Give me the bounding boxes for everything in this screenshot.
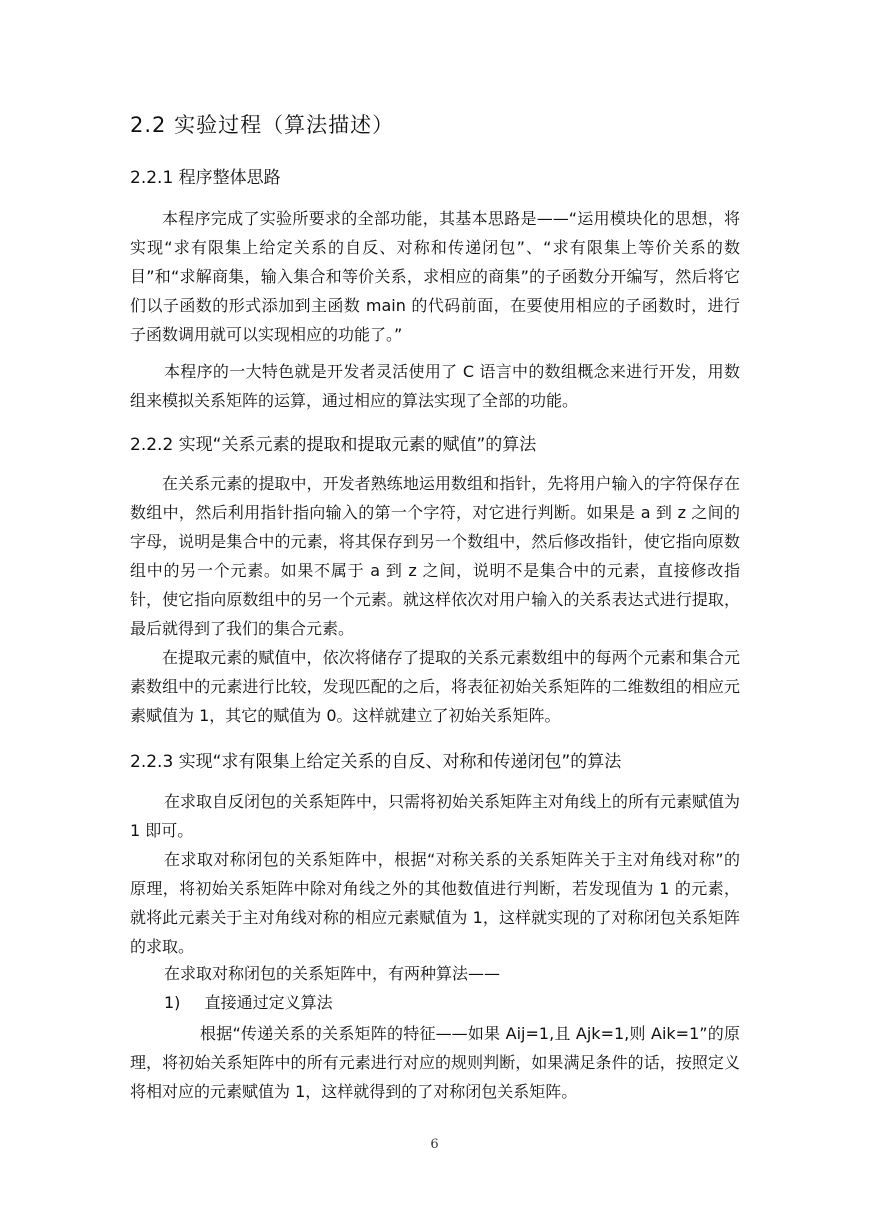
paragraph-overall-idea: 本程序完成了实验所要求的全部功能，其基本思路是——“运用模块化的思想，将实现“求有限集上给定关系的自反、对称和传递闭包”、“求有限集上等价关系的数目”和“求解商集，输入集合和等价关系，求相应的商集”的子函数分开编写，然后将它们以子函数的形式添加到主函数 main 的代码前面，在要使用相应的子函数时，进行子函数调用就可以实现相应的功能了。” [130,209,740,344]
paragraph-symmetric-closure: 在求取对称闭包的关系矩阵中，根据“对称关系的关系矩阵关于主对角线对称”的原理，将初始关系矩阵中除对角线之外的其他数值进行判断，若发现值为 1 的元素，就将此元素关于主对角线对称的相应元素赋值为 1，这样就实现的了对称闭包关系矩阵的求取。 [130,850,740,956]
paragraph-two-algorithms: 在求取对称闭包的关系矩阵中，有两种算法—— [164,964,501,983]
list-item-label: 直接通过定义算法 [204,993,333,1012]
list-item-1 [164,990,333,1013]
paragraph-element-assignment: 在提取元素的赋值中，依次将储存了提取的关系元素数组中的每两个元素和集合元素数组中的元素进行比较，发现匹配的之后，将表征初始关系矩阵的二维数组的相应元素赋值为 1，其它的赋值为 0。这样就建立了初始关系矩阵。 [130,648,740,725]
paragraph-feature: 本程序的一大特色就是开发者灵活使用了 C 语言中的数组概念来进行开发，用数组来模拟关系矩阵的运算，通过相应的算法实现了全部的功能。 [130,362,740,410]
subsection-heading-2-2-3: 2.2.3 实现“求有限集上给定关系的自反、对称和传递闭包”的算法 [130,752,622,772]
paragraph-element-extraction: 在关系元素的提取中，开发者熟练地运用数组和指针，先将用户输入的字符保存在数组中，然后利用指针指向输入的第一个字符，对它进行判断。如果是 a 到 z 之间的字母，说明是集合中的元素，将其保存到另一个数组中，然后修改指针，使它指向原数组中的另一个元素。如果不属于 a 到 z 之间，说明不是集合中的元素，直接修改指针，使它指向原数组中的另一个元素。就这样依次对用户输入的关系表达式进行提取，最后就得到了我们的集合元素。 [130,474,740,638]
section-heading: 2.2 实验过程（算法描述） [130,113,395,137]
paragraph-reflexive-closure: 在求取自反闭包的关系矩阵中，只需将初始关系矩阵主对角线上的所有元素赋值为 1 即可。 [130,792,741,840]
page-number: 6 [430,1137,439,1152]
subsection-heading-2-2-2: 2.2.2 实现“关系元素的提取和提取元素的赋值”的算法 [130,435,537,455]
subsection-heading-2-2-1: 2.2.1 程序整体思路 [130,168,281,188]
paragraph-transitive-definition: 根据“传递关系的关系矩阵的特征——如果 Aij=1,且 Ajk=1,则 Aik=1”的原理，将初始关系矩阵中的所有元素进行对应的规则判断，如果满足条件的话，按照定义将相对应的元素赋值为 1，这样就得到的了对称闭包关系矩阵。 [130,1024,740,1101]
list-marker: 1) [164,993,181,1012]
